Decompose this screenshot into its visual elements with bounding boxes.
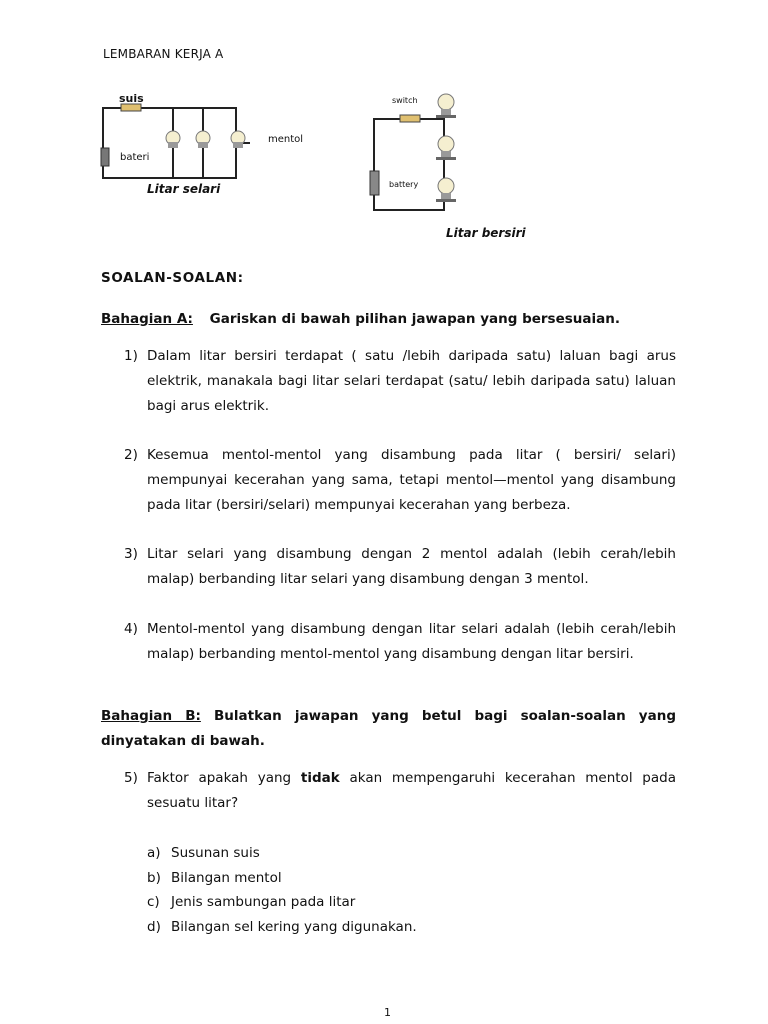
series-circuit-diagram	[362, 86, 477, 216]
answer-options	[147, 841, 417, 939]
parallel-bulb-label: mentol	[268, 134, 304, 145]
question-text: Dalam litar bersiri terdapat ( satu /lebih daripada satu) laluan bagi arus elektrik, manakala bagi litar selari terdapat (satu/ lebih daripada satu) laluan bagi arus elektrik.	[147, 348, 676, 414]
section-b-label: Bahagian B:	[101, 708, 201, 724]
option-letter: b)	[147, 869, 161, 886]
option-b[interactable]	[147, 866, 417, 891]
option-text: Jenis sambungan pada litar	[171, 894, 356, 910]
section-b-instruction: Bulatkan jawapan yang betul bagi soalan-soalan yang dinyatakan di bawah.	[101, 708, 676, 749]
question-number: 1)	[124, 348, 138, 364]
questions-heading: SOALAN-SOALAN:	[101, 270, 244, 286]
series-circuit-svg	[362, 86, 477, 216]
question-4	[124, 617, 676, 667]
parallel-battery-label: bateri	[120, 152, 150, 163]
section-a-instruction: Gariskan di bawah pilihan jawapan yang bersesuaian.	[209, 311, 620, 327]
section-b-title	[101, 704, 676, 754]
section-a-title	[101, 311, 620, 327]
question-number: 3)	[124, 546, 138, 562]
option-text: Susunan suis	[171, 845, 260, 861]
question-emphasis: tidak	[300, 770, 340, 786]
question-text: Mentol-mentol yang disambung dengan litar selari adalah (lebih cerah/lebih malap) berbanding mentol-mentol yang disambung dengan litar bersiri.	[147, 621, 676, 662]
question-number: 2)	[124, 447, 138, 463]
parallel-switch-label: suis	[119, 92, 144, 105]
series-circuit-caption: Litar bersiri	[446, 226, 526, 240]
option-d[interactable]	[147, 915, 417, 940]
question-text-pre: Faktor apakah yang	[147, 770, 301, 786]
option-c[interactable]	[147, 890, 417, 915]
series-battery-label: battery	[389, 180, 419, 189]
question-text: Kesemua mentol-mentol yang disambung pada litar ( bersiri/ selari) mempunyai kecerahan yang sama, tetapi mentol—mentol yang disambung pada litar (bersiri/selari) mempunyai kecerahan yang berbeza.	[147, 447, 676, 513]
option-letter: c)	[147, 894, 160, 910]
series-switch-label: switch	[392, 96, 418, 105]
question-text: Litar selari yang disambung dengan 2 mentol adalah (lebih cerah/lebih malap) berbanding litar selari yang disambung dengan 3 mentol.	[147, 546, 676, 587]
option-text: Bilangan mentol	[171, 869, 282, 886]
section-a-label: Bahagian A:	[101, 311, 193, 327]
parallel-circuit-caption: Litar selari	[147, 182, 221, 196]
question-number: 4)	[124, 621, 138, 637]
option-letter: d)	[147, 918, 161, 935]
question-text	[147, 766, 676, 816]
question-2	[124, 443, 676, 518]
page-number: 1	[384, 1006, 391, 1019]
question-3	[124, 542, 676, 592]
worksheet-title: LEMBARAN KERJA A	[103, 47, 224, 61]
question-text-post: akan mempengaruhi kecerahan mentol pada sesuatu litar?	[147, 770, 676, 811]
option-text: Bilangan sel kering yang digunakan.	[171, 918, 417, 935]
question-number: 5)	[124, 770, 138, 786]
option-letter: a)	[147, 845, 161, 861]
question-1	[124, 344, 676, 419]
question-5	[124, 766, 676, 816]
option-a[interactable]	[147, 841, 417, 866]
